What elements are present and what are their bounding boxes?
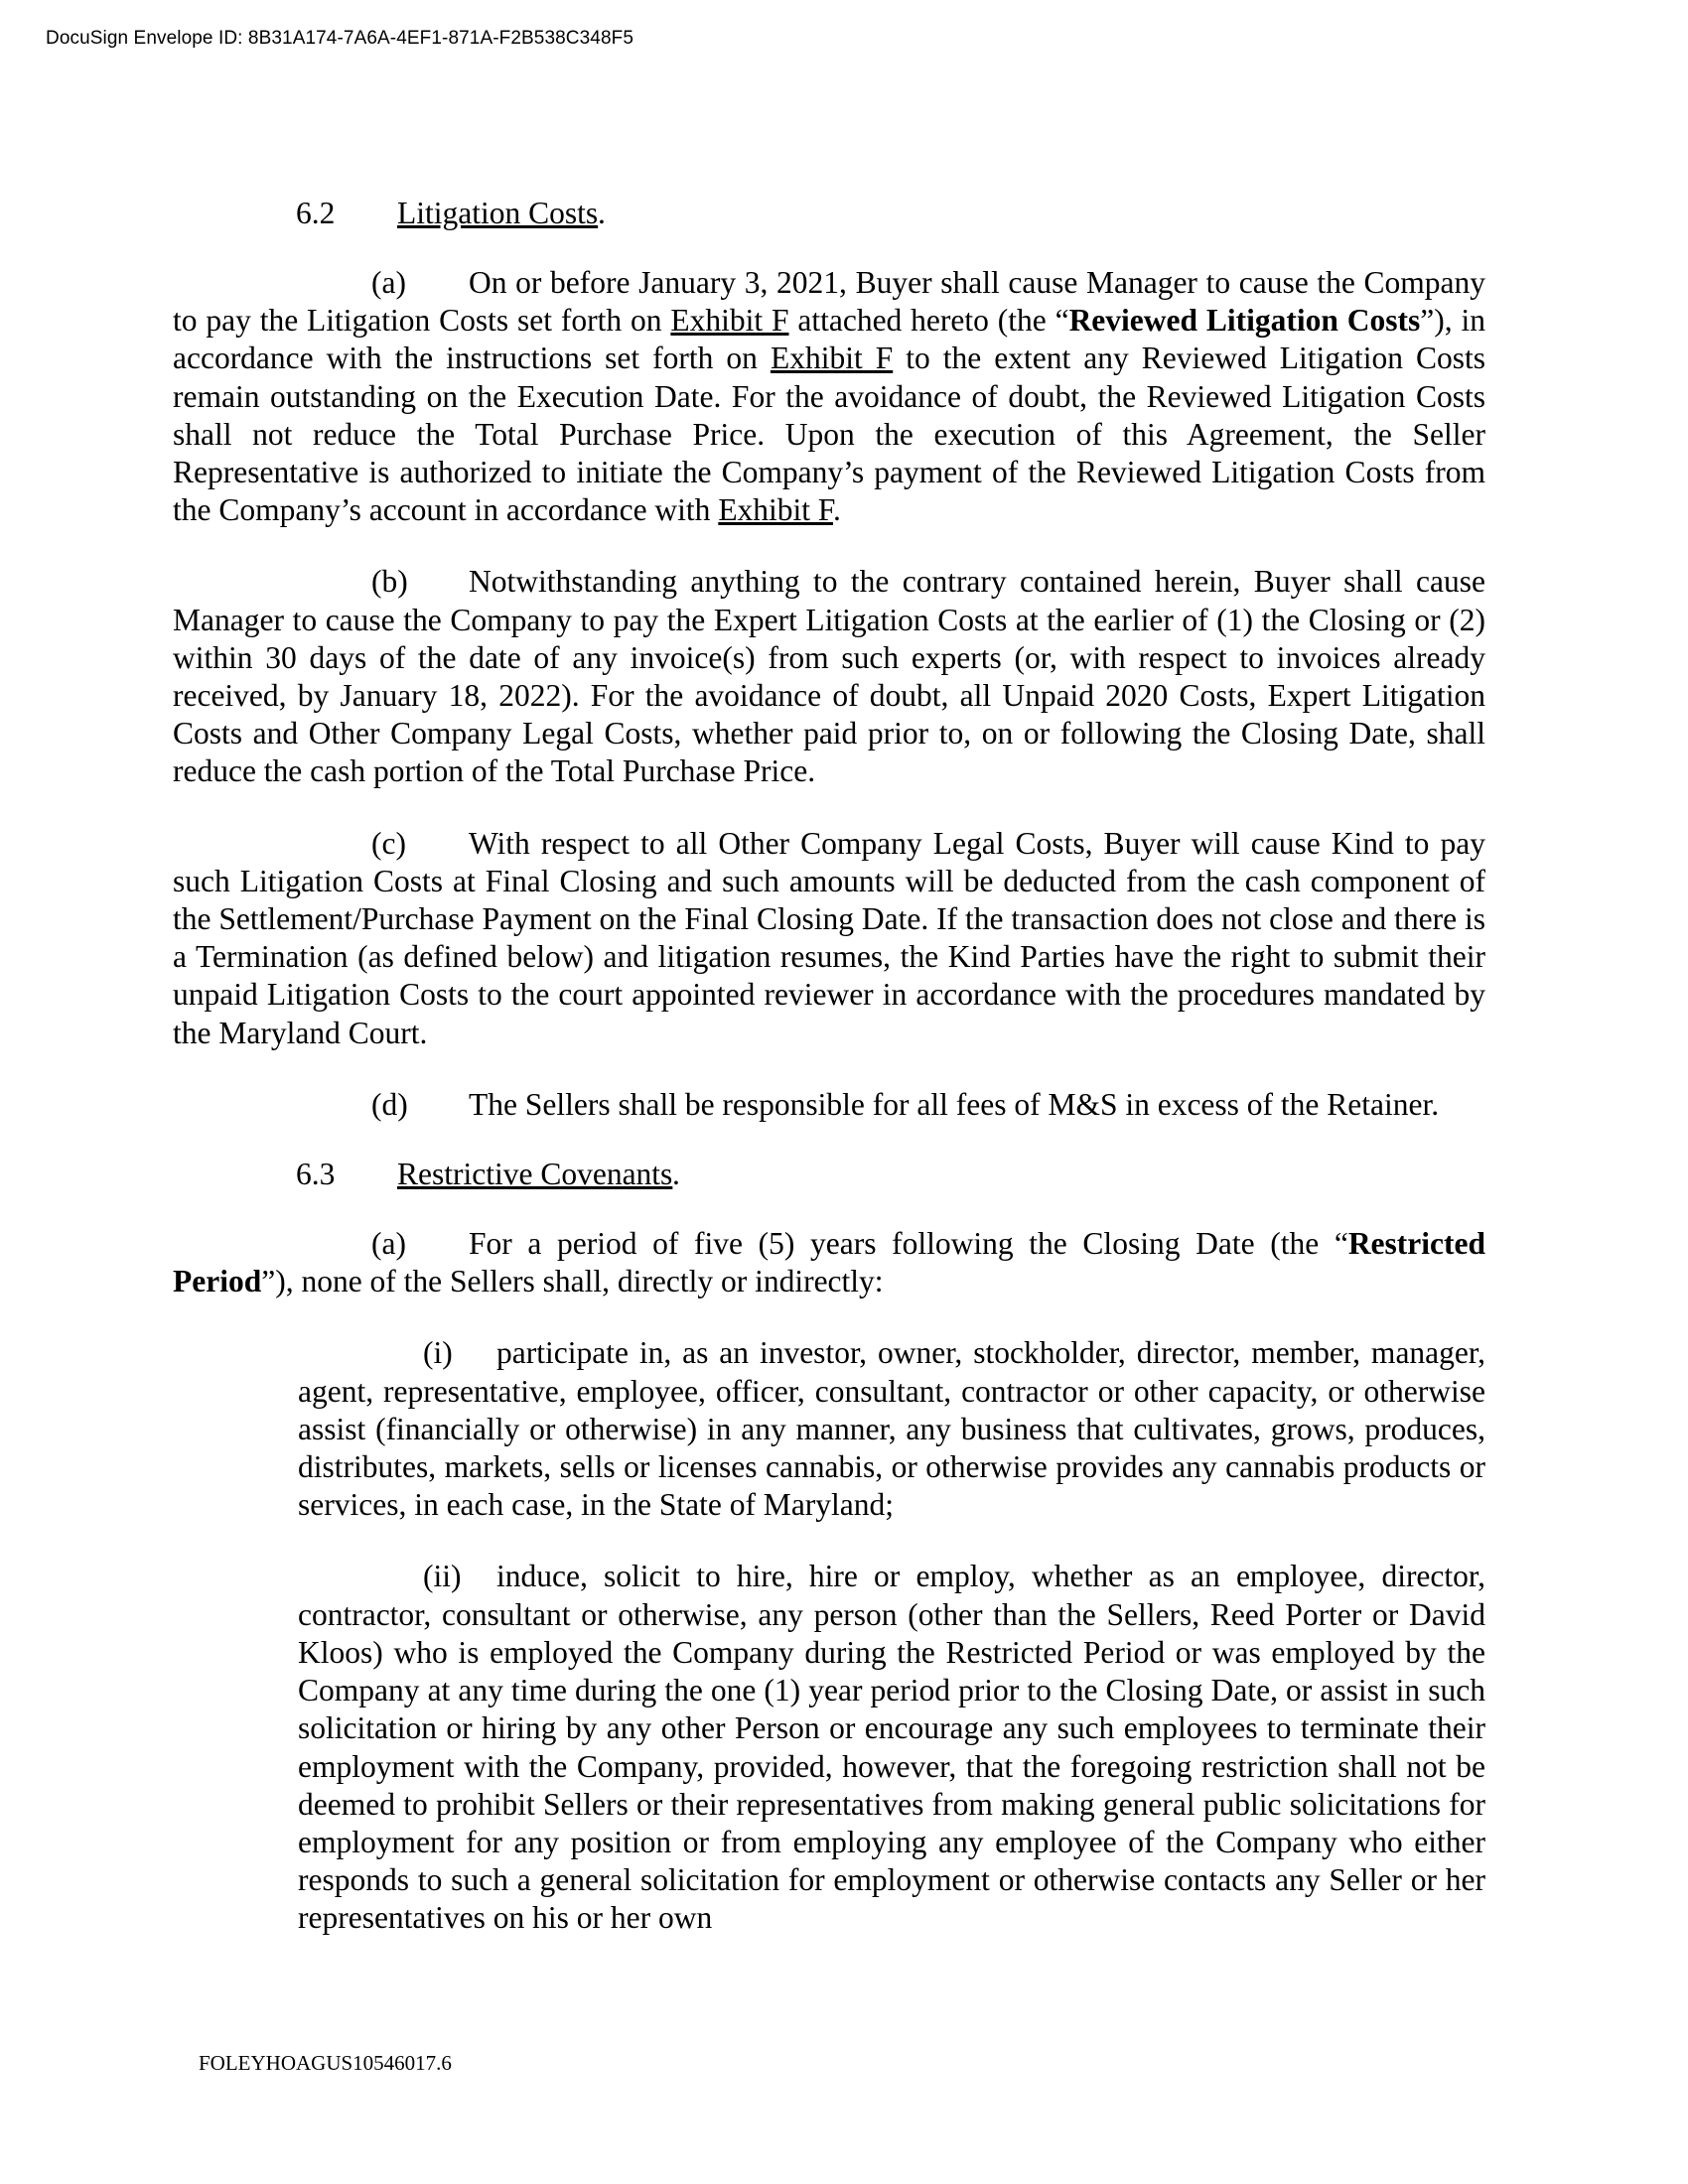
paragraph-label: (d) [371, 1086, 408, 1122]
subparagraph-6-3-a-i [173, 1334, 1485, 1524]
subparagraph-text: participate in, as an investor, owner, stockholder, director, member, manager, agent, representative, employee, officer, consultant, contractor or other capacity, or otherwise assist (financially or otherwise) in any manner, any business that cultivates, grows, produces, distributes, markets, sells or licenses cannabis, or otherwise provides any cannabis products or services, in each case, in the State of Maryland; [298, 1335, 1485, 1523]
section-title: Restrictive Covenants [397, 1157, 673, 1192]
defined-term-restricted-period: Restricted Period [173, 1226, 1485, 1299]
paragraph-6-3-a [173, 1225, 1485, 1300]
paragraph-label: (b) [371, 564, 408, 600]
paragraph-6-2-b [173, 563, 1485, 790]
exhibit-f-reference: Exhibit F [670, 303, 789, 339]
paragraph-text: On or before January 3, 2021, Buyer shall cause Manager to cause the Company to pay the Litigation Costs set forth on [173, 265, 1485, 339]
section-heading-6-2 [173, 195, 1485, 232]
section-title-wrap [397, 1156, 672, 1193]
exhibit-f-reference: Exhibit F [718, 492, 833, 528]
section-title-suffix: . [598, 196, 606, 230]
paragraph-label: (a) [371, 1226, 406, 1262]
document-body [173, 195, 1485, 1938]
defined-term-reviewed-litigation-costs: Reviewed Litigation Costs [1068, 303, 1421, 339]
paragraph-label: (c) [371, 825, 406, 861]
paragraph-6-2-c [173, 825, 1485, 1052]
docusign-envelope-id: DocuSign Envelope ID: 8B31A174-7A6A-4EF1-871A-F2B538C348F5 [46, 28, 633, 49]
paragraph-text: ”), none of the Sellers shall, directly or indirectly: [261, 1264, 884, 1299]
exhibit-f-reference: Exhibit F [770, 341, 894, 376]
paragraph-text: The Sellers shall be responsible for all fees of M&S in excess of the Retainer. [469, 1086, 1440, 1122]
paragraph-text: With respect to all Other Company Legal Costs, Buyer will cause Kind to pay such Litigation Costs at Final Closing and such amounts will be deducted from the cash component of the Settlement/Purchase Payment on the Final Closing Date. If the transaction does not close and there is a Termination (as defined below) and litigation resumes, the Kind Parties have the right to submit their unpaid Litigation Costs to the court appointed reviewer in accordance with the procedures mandated by the Maryland Court. [173, 825, 1485, 1050]
paragraph-text: Notwithstanding anything to the contrary contained herein, Buyer shall cause Manager to cause the Company to pay the Expert Litigation Costs at the earlier of (1) the Closing or (2) within 30 days of the date of any invoice(s) from such experts (or, with respect to invoices already received, by January 18, 2022). For the avoidance of doubt, all Unpaid 2020 Costs, Expert Litigation Costs and Other Company Legal Costs, whether paid prior to, on or following the Closing Date, shall reduce the cash portion of the Total Purchase Price. [173, 564, 1485, 789]
section-heading-6-3 [173, 1156, 1485, 1193]
subparagraph-label: (ii) [423, 1559, 462, 1594]
section-title-wrap [397, 195, 598, 232]
paragraph-6-2-a [173, 264, 1485, 529]
paragraph-text: . [832, 492, 841, 528]
paragraph-text: ”), in accordance with the instructions set forth on [173, 303, 1485, 376]
subparagraph-text: induce, solicit to hire, hire or employ, whether as an employee, director, contractor, consultant or otherwise, any person (other than the Sellers, Reed Porter or David Kloos) who is employed the Company during the Restricted Period or was employed by the Company at any time during the one (1) year period prior to the Closing Date, or assist in such solicitation or hiring by any other Person or encourage any such employees to terminate their employment with the Company, provided, however, that the foregoing restriction shall not be deemed to prohibit Sellers or their representatives from making general public solicitations for employment for any position or from employing any employee of the Company who either responds to such a general solicitation for employment or otherwise contacts any Seller or her representatives on his or her own [298, 1559, 1485, 1936]
paragraph-label: (a) [371, 265, 406, 300]
section-number: 6.2 [296, 196, 336, 230]
paragraph-text: For a period of five (5) years following the Closing Date (the “ [469, 1226, 1348, 1262]
paragraph-text: to the extent any Reviewed Litigation Costs remain outstanding on the Execution Date. For the avoidance of doubt, the Reviewed Litigation Costs shall not reduce the Total Purchase Price. Upon the execution of this Agreement, the Seller Representative is authorized to initiate the Company’s payment of the Reviewed Litigation Costs from the Company’s account in accordance with [173, 341, 1485, 528]
paragraph-6-2-d [173, 1086, 1485, 1124]
paragraph-text: attached hereto (the “ [788, 303, 1069, 339]
section-title: Litigation Costs [397, 196, 599, 230]
subparagraph-label: (i) [423, 1335, 453, 1371]
document-footer-id: FOLEYHOAGUS10546017.6 [199, 2051, 452, 2075]
subparagraph-6-3-a-ii [173, 1558, 1485, 1937]
section-number: 6.3 [296, 1157, 336, 1192]
section-title-suffix: . [672, 1157, 680, 1192]
